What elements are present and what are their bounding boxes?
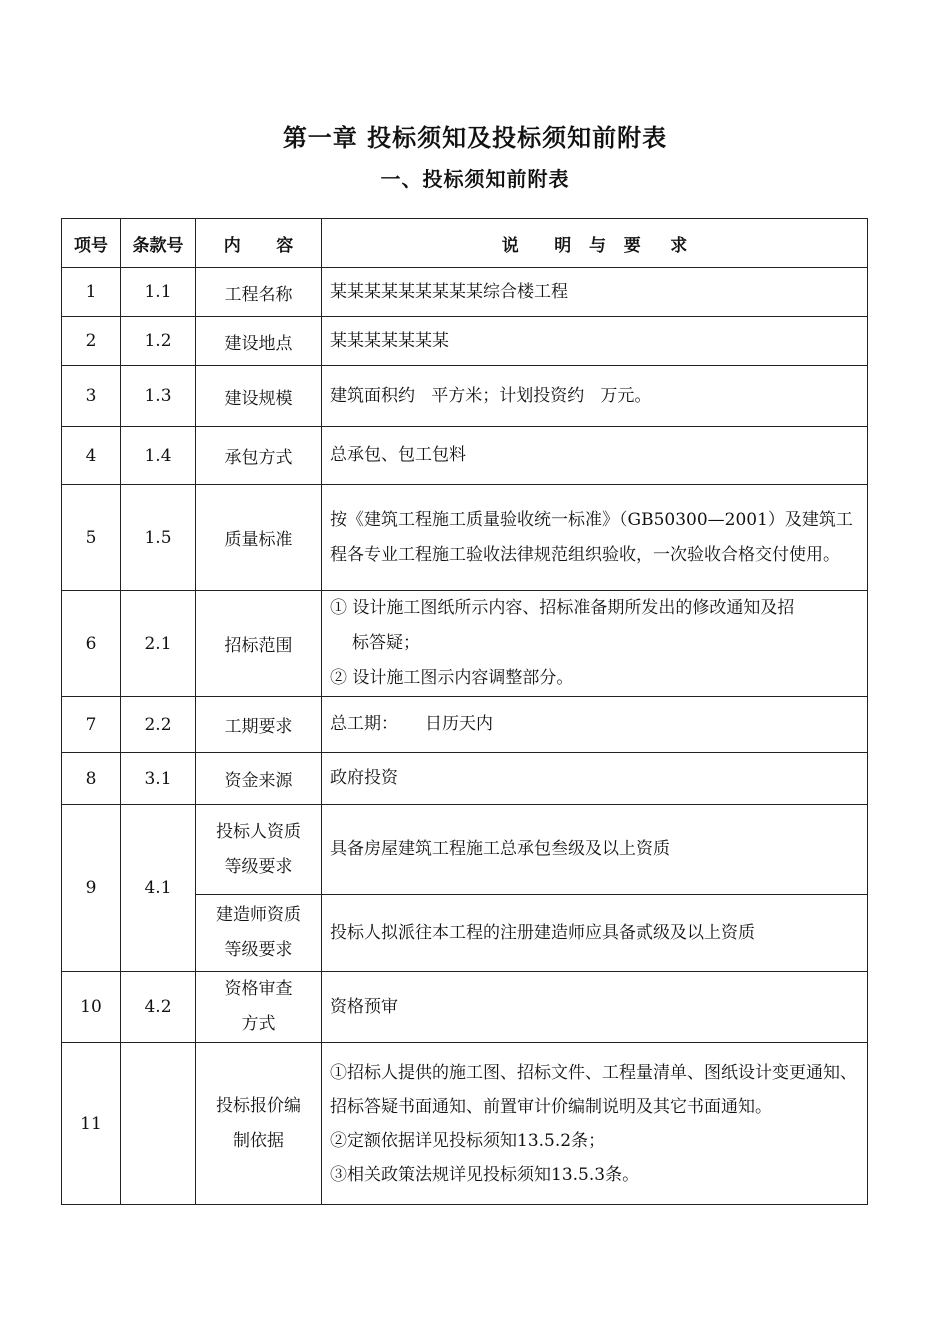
- list-item: ①招标人提供的施工图、招标文件、工程量清单、图纸设计变更通知、招标答疑书面通知、前置审计价编制说明及其它书面通知。: [330, 1062, 857, 1117]
- row-clause-no: 4.2: [121, 972, 196, 1043]
- row-description: 总工期： 日历天内: [322, 697, 868, 753]
- row-item-no: 10: [62, 972, 121, 1043]
- table-row: [62, 317, 868, 366]
- row-description: 具备房屋建筑工程施工总承包叁级及以上资质: [322, 805, 868, 895]
- row-clause-no: 2.2: [121, 697, 196, 753]
- row-content: 资格审查方式: [196, 972, 322, 1043]
- row-description: [322, 1043, 868, 1205]
- header-item-no: 项号: [62, 219, 121, 268]
- table-row: [62, 753, 868, 805]
- header-content: 内 容: [196, 219, 322, 268]
- row-clause-no: 1.1: [121, 268, 196, 317]
- list-item: ③相关政策法规详见投标须知13.5.3条。: [330, 1164, 640, 1185]
- row-item-no: 2: [62, 317, 121, 366]
- row-description: 某某某某某某某: [322, 317, 868, 366]
- row-content: 招标范围: [196, 591, 322, 697]
- table-row: [62, 485, 868, 591]
- table-row: [62, 366, 868, 427]
- row-item-no: 6: [62, 591, 121, 697]
- header-description: 说 明 与 要 求: [322, 219, 868, 268]
- row-content: 投标人资质等级要求: [196, 805, 322, 895]
- row-description: 建筑面积约 平方米；计划投资约 万元。: [322, 366, 868, 427]
- table-row: [62, 1043, 868, 1205]
- table-row: [62, 591, 868, 697]
- list-item: ① 设计施工图纸所示内容、招标准备期所发出的修改通知及招: [330, 598, 795, 618]
- row-description: 按《建筑工程施工质量验收统一标准》（GB50300—2001）及建筑工程各专业工程施工验收法律规范组织验收，一次验收合格交付使用。: [322, 485, 868, 591]
- row-item-no: 1: [62, 268, 121, 317]
- list-item: ②定额依据详见投标须知13.5.2条；: [330, 1130, 606, 1151]
- row-item-no: 9: [62, 805, 121, 972]
- row-clause-no: 1.3: [121, 366, 196, 427]
- table-row: [62, 697, 868, 753]
- row-description: [322, 591, 868, 697]
- row-item-no: 4: [62, 427, 121, 485]
- chapter-title: 第一章 投标须知及投标须知前附表: [282, 123, 668, 152]
- table-row: [62, 268, 868, 317]
- row-content: 建设规模: [196, 366, 322, 427]
- row-content: 承包方式: [196, 427, 322, 485]
- row-description: 总承包、包工包料: [322, 427, 868, 485]
- row-clause-no: 3.1: [121, 753, 196, 805]
- row-clause-no: [121, 1043, 196, 1205]
- header-clause-no: 条款号: [121, 219, 196, 268]
- row-item-no: 11: [62, 1043, 121, 1205]
- row-content: 建设地点: [196, 317, 322, 366]
- row-description: 某某某某某某某某某综合楼工程: [322, 268, 868, 317]
- table-row: [62, 805, 868, 895]
- row-content: 建造师资质等级要求: [196, 895, 322, 972]
- table-row: [62, 427, 868, 485]
- row-item-no: 7: [62, 697, 121, 753]
- row-item-no: 8: [62, 753, 121, 805]
- row-content: 工程名称: [196, 268, 322, 317]
- section-subtitle: 一、投标须知前附表: [380, 167, 570, 191]
- row-clause-no: 1.2: [121, 317, 196, 366]
- row-description: 投标人拟派往本工程的注册建造师应具备贰级及以上资质: [322, 895, 868, 972]
- row-description: 政府投资: [322, 753, 868, 805]
- list-item: ② 设计施工图示内容调整部分。: [330, 668, 574, 688]
- row-content: 工期要求: [196, 697, 322, 753]
- list-item: 标答疑；: [352, 633, 420, 653]
- row-clause-no: 1.5: [121, 485, 196, 591]
- row-item-no: 5: [62, 485, 121, 591]
- row-clause-no: 2.1: [121, 591, 196, 697]
- bid-notice-table: [61, 218, 868, 1205]
- row-content: 投标报价编制依据: [196, 1043, 322, 1205]
- table-header-row: [62, 219, 868, 268]
- row-clause-no: 4.1: [121, 805, 196, 972]
- row-content: 资金来源: [196, 753, 322, 805]
- row-clause-no: 1.4: [121, 427, 196, 485]
- row-content: 质量标准: [196, 485, 322, 591]
- table-row: [62, 972, 868, 1043]
- row-item-no: 3: [62, 366, 121, 427]
- row-description: 资格预审: [322, 972, 868, 1043]
